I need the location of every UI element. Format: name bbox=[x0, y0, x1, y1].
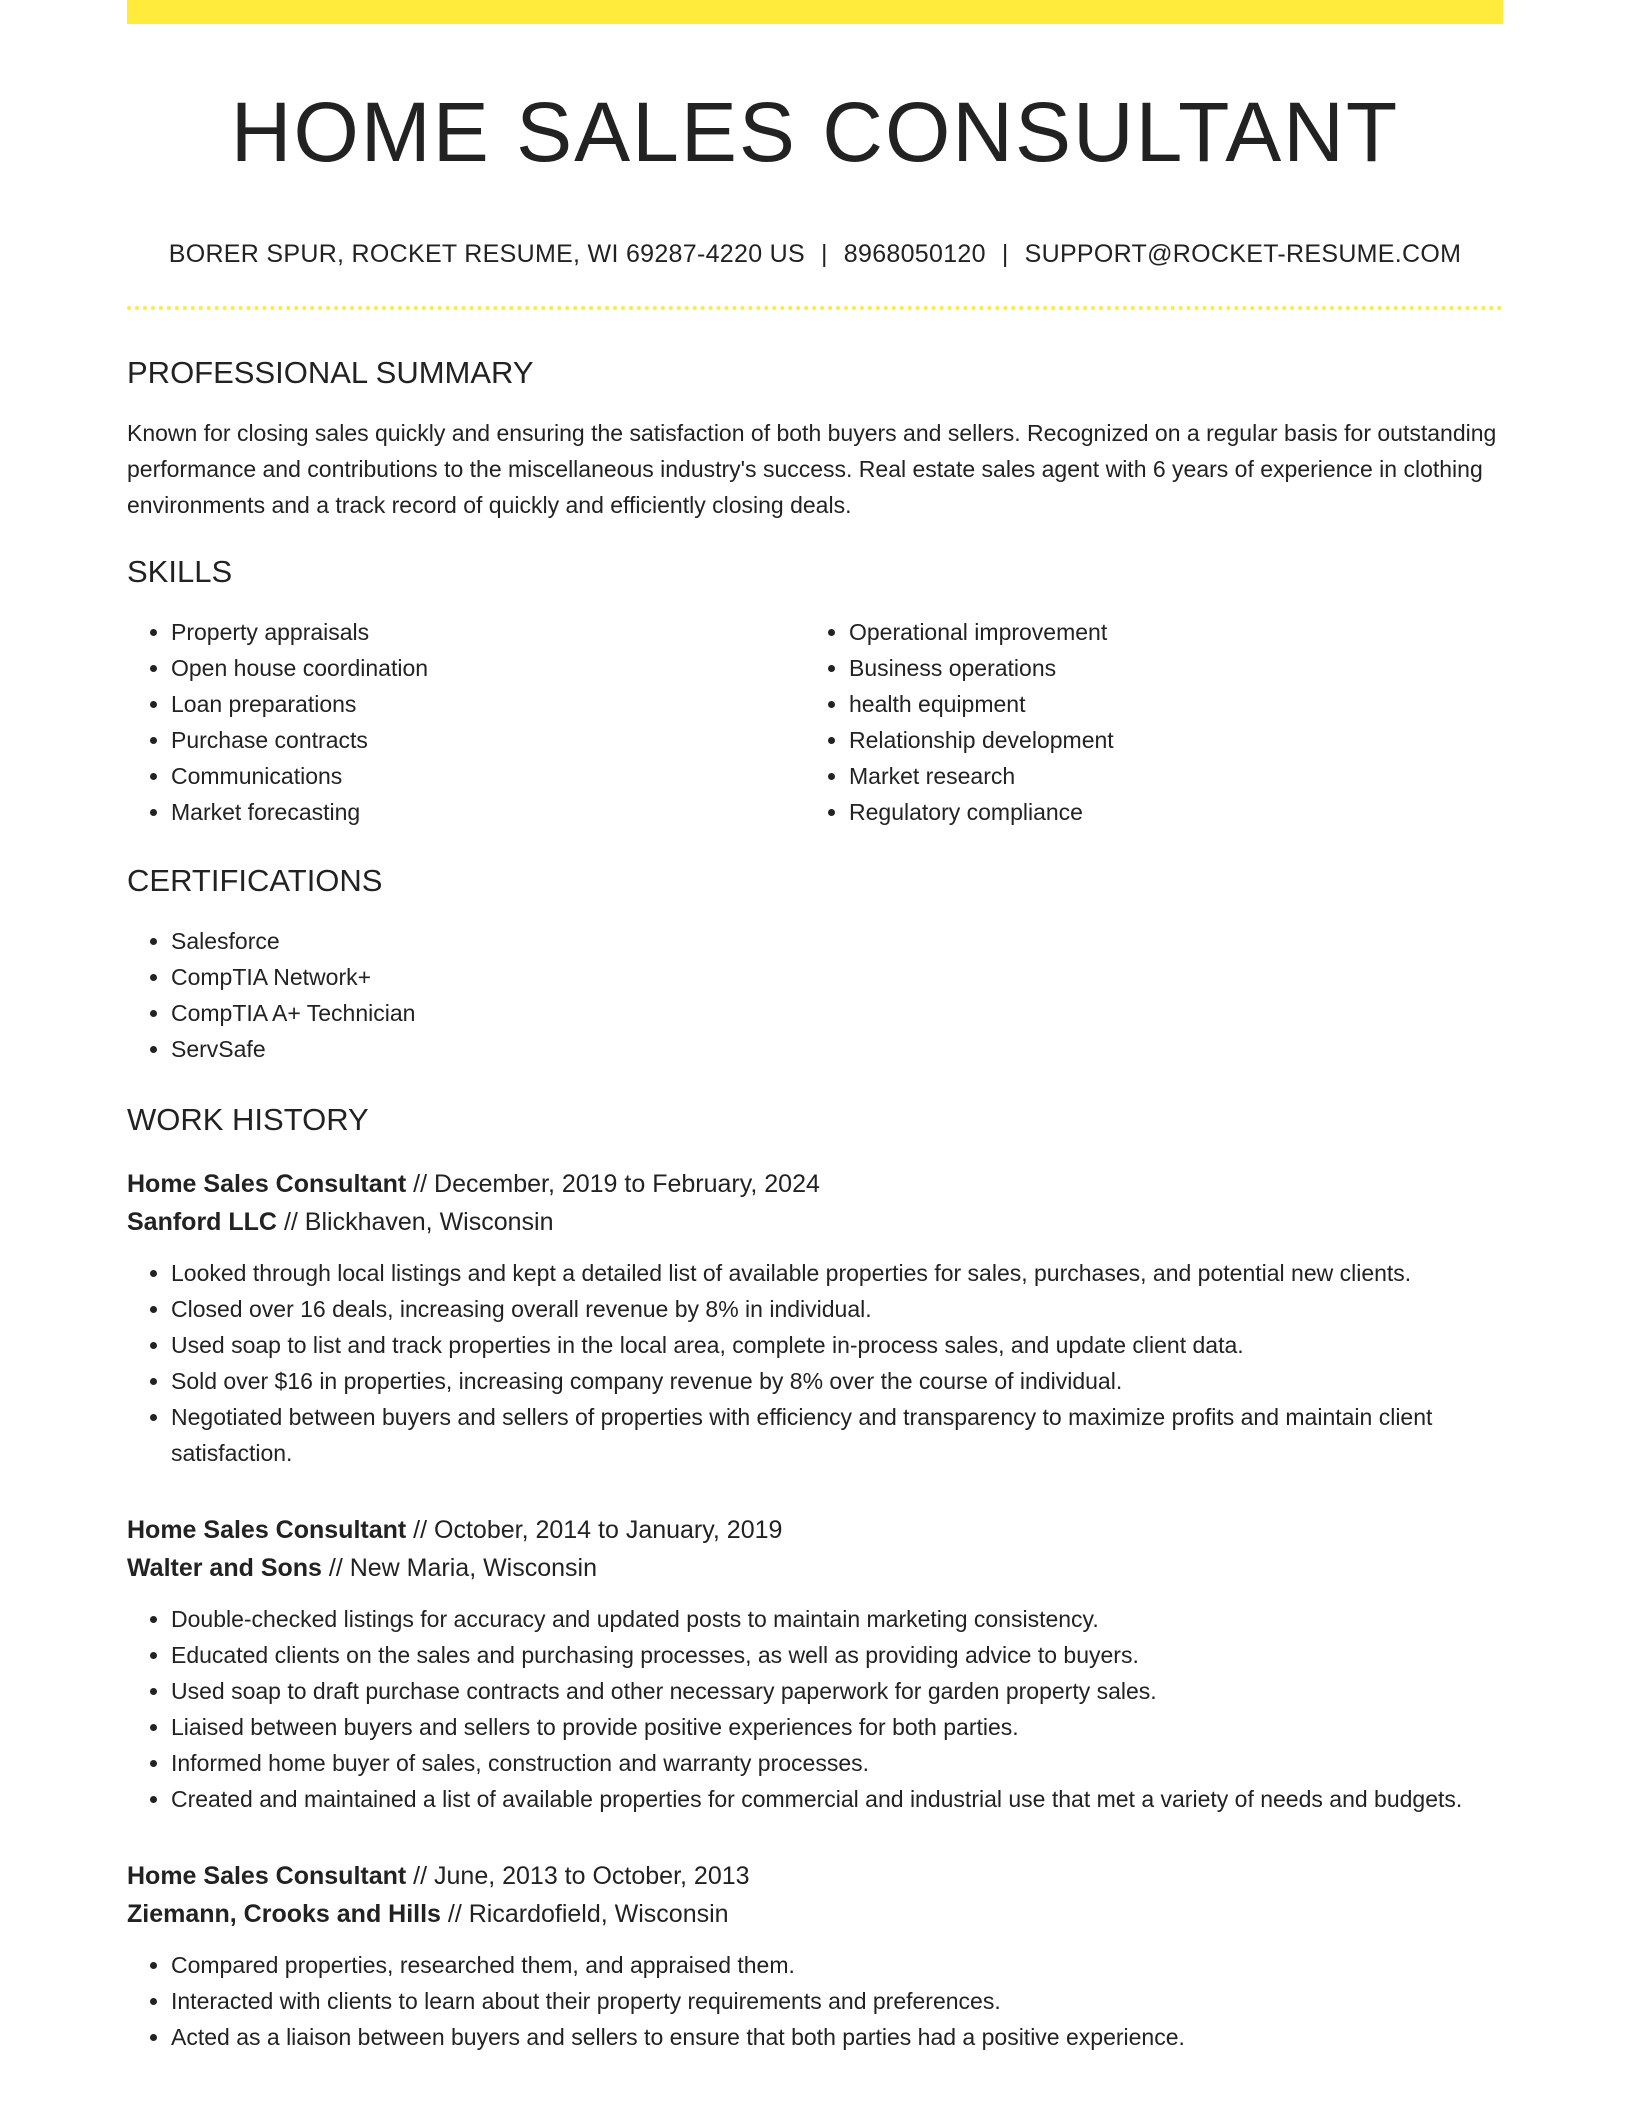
contact-address: BORER SPUR, ROCKET RESUME, WI 69287-4220 US bbox=[168, 239, 805, 268]
job-bullets bbox=[127, 1601, 1503, 1817]
job-company-line bbox=[127, 1895, 1503, 1933]
job-bullet: • Liaised between buyers and sellers to provide positive experiences for both parties. bbox=[171, 1709, 1503, 1745]
job-company: Ziemann, Crooks and Hills bbox=[127, 1899, 441, 1928]
skills-list-left bbox=[127, 614, 805, 830]
job-bullet: • Used soap to draft purchase contracts and other necessary paperwork for garden property sales. bbox=[171, 1673, 1503, 1709]
job-bullet: • Educated clients on the sales and purchasing processes, as well as providing advice to buyers. bbox=[171, 1637, 1503, 1673]
contact-separator: | bbox=[1001, 239, 1009, 268]
skill-item: • Open house coordination bbox=[171, 650, 805, 686]
certification-item: • CompTIA A+ Technician bbox=[171, 995, 1503, 1031]
accent-bar bbox=[127, 0, 1503, 24]
job-bullet: • Looked through local listings and kept a detailed list of available properties for sales, purchases, and potential new clients. bbox=[171, 1255, 1503, 1291]
section-title-skills: SKILLS bbox=[127, 553, 233, 589]
job-role-line bbox=[127, 1511, 1503, 1549]
job-bullets bbox=[127, 1947, 1503, 2055]
job-dates: // June, 2013 to October, 2013 bbox=[406, 1861, 750, 1890]
contact-line bbox=[127, 239, 1503, 269]
skills-grid bbox=[127, 614, 1503, 830]
skill-item: • health equipment bbox=[849, 686, 1483, 722]
contact-phone: 8968050120 bbox=[843, 239, 986, 268]
job-location: // Blickhaven, Wisconsin bbox=[277, 1207, 554, 1236]
job-role: Home Sales Consultant bbox=[127, 1515, 407, 1544]
section-title-certifications: CERTIFICATIONS bbox=[127, 863, 383, 899]
skill-item: • Regulatory compliance bbox=[849, 794, 1483, 830]
job-bullet: • Interacted with clients to learn about their property requirements and preferences. bbox=[171, 1983, 1503, 2019]
certification-item: • Salesforce bbox=[171, 923, 1503, 959]
job-role: Home Sales Consultant bbox=[127, 1861, 407, 1890]
resume-page bbox=[127, 0, 1503, 2055]
job-bullet: • Created and maintained a list of available properties for commercial and industrial use that met a variety of needs and budgets. bbox=[171, 1781, 1503, 1817]
skills-list-right bbox=[805, 614, 1483, 830]
job-entry bbox=[127, 1165, 1503, 1471]
skill-item: • Market research bbox=[849, 758, 1483, 794]
job-bullet: • Double-checked listings for accuracy and updated posts to maintain marketing consistency. bbox=[171, 1601, 1503, 1637]
job-role: Home Sales Consultant bbox=[127, 1169, 407, 1198]
job-bullet: • Informed home buyer of sales, construction and warranty processes. bbox=[171, 1745, 1503, 1781]
summary-text: Known for closing sales quickly and ensuring the satisfaction of both buyers and sellers. Recognized on a regular basis for outstanding performance and contributions to the miscellaneous industry's success. Real estate sales agent with 6 years of experience in clothing environments and a track record of quickly and efficiently closing deals. bbox=[127, 419, 1497, 518]
job-role-line bbox=[127, 1857, 1503, 1895]
certification-item: • ServSafe bbox=[171, 1031, 1503, 1067]
job-location: // Ricardofield, Wisconsin bbox=[440, 1899, 729, 1928]
skill-item: • Relationship development bbox=[849, 722, 1483, 758]
job-bullet: • Closed over 16 deals, increasing overall revenue by 8% in individual. bbox=[171, 1291, 1503, 1327]
skill-item: • Property appraisals bbox=[171, 614, 805, 650]
job-dates: // October, 2014 to January, 2019 bbox=[406, 1515, 783, 1544]
skills-column-right bbox=[805, 614, 1483, 830]
skill-item: • Purchase contracts bbox=[171, 722, 805, 758]
skill-item: • Market forecasting bbox=[171, 794, 805, 830]
job-bullet: • Negotiated between buyers and sellers of properties with efficiency and transparency to maximize profits and maintain client satisfaction. bbox=[171, 1399, 1503, 1471]
job-company-line bbox=[127, 1203, 1503, 1241]
skill-item: • Operational improvement bbox=[849, 614, 1483, 650]
dotted-divider bbox=[127, 306, 1503, 310]
skill-item: • Loan preparations bbox=[171, 686, 805, 722]
section-title-work-history: WORK HISTORY bbox=[127, 1102, 369, 1138]
job-bullet: • Used soap to list and track properties in the local area, complete in-process sales, and update client data. bbox=[171, 1327, 1503, 1363]
resume-title: HOME SALES CONSULTANT bbox=[230, 85, 1400, 179]
job-company-line bbox=[127, 1549, 1503, 1587]
contact-email: SUPPORT@ROCKET-RESUME.COM bbox=[1024, 239, 1462, 268]
section-title-summary: PROFESSIONAL SUMMARY bbox=[127, 354, 534, 390]
skill-item: • Communications bbox=[171, 758, 805, 794]
job-company: Walter and Sons bbox=[127, 1553, 322, 1582]
job-location: // New Maria, Wisconsin bbox=[321, 1553, 597, 1582]
job-bullet: • Compared properties, researched them, and appraised them. bbox=[171, 1947, 1503, 1983]
job-bullet: • Acted as a liaison between buyers and sellers to ensure that both parties had a positive experience. bbox=[171, 2019, 1503, 2055]
skill-item: • Business operations bbox=[849, 650, 1483, 686]
job-role-line bbox=[127, 1165, 1503, 1203]
contact-separator: | bbox=[820, 239, 828, 268]
job-entry bbox=[127, 1857, 1503, 2055]
job-company: Sanford LLC bbox=[127, 1207, 277, 1236]
job-entry bbox=[127, 1511, 1503, 1817]
certification-item: • CompTIA Network+ bbox=[171, 959, 1503, 995]
certifications-list bbox=[127, 923, 1503, 1067]
skills-column-left bbox=[127, 614, 805, 830]
job-bullets bbox=[127, 1255, 1503, 1471]
job-dates: // December, 2019 to February, 2024 bbox=[406, 1169, 820, 1198]
job-bullet: • Sold over $16 in properties, increasing company revenue by 8% over the course of individual. bbox=[171, 1363, 1503, 1399]
